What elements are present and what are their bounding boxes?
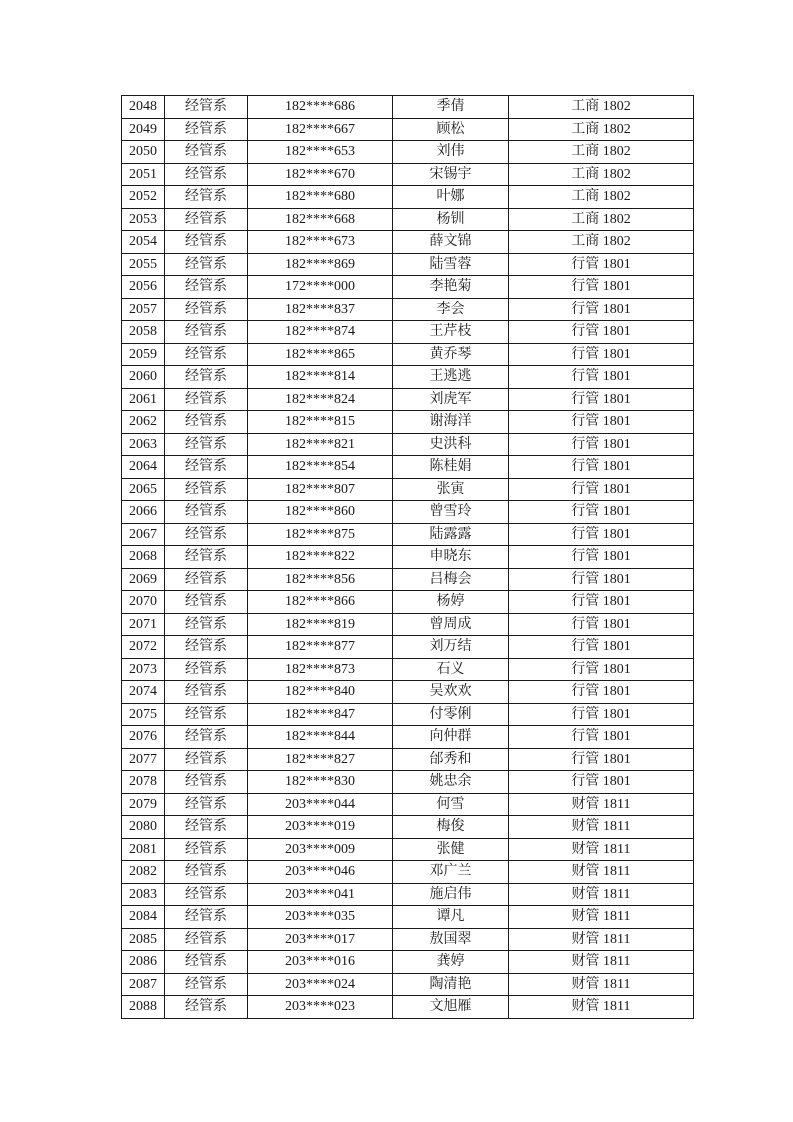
department-cell: 经管系 [165, 546, 248, 569]
student-id-cell: 182****667 [248, 118, 393, 141]
name-cell: 杨钏 [393, 208, 509, 231]
student-id-cell: 182****653 [248, 141, 393, 164]
table-row [122, 501, 694, 524]
name-cell: 敖国翠 [393, 928, 509, 951]
name-cell: 刘虎军 [393, 388, 509, 411]
table-row [122, 276, 694, 299]
table-row [122, 726, 694, 749]
row-number-cell: 2049 [122, 118, 165, 141]
name-cell: 李艳菊 [393, 276, 509, 299]
student-id-cell: 203****044 [248, 793, 393, 816]
name-cell: 顾松 [393, 118, 509, 141]
department-cell: 经管系 [165, 568, 248, 591]
department-cell: 经管系 [165, 793, 248, 816]
table-row [122, 973, 694, 996]
name-cell: 李会 [393, 298, 509, 321]
table-row [122, 658, 694, 681]
department-cell: 经管系 [165, 478, 248, 501]
class-cell: 工商 1802 [509, 231, 694, 254]
table-row [122, 411, 694, 434]
row-number-cell: 2079 [122, 793, 165, 816]
class-cell: 行管 1801 [509, 276, 694, 299]
department-cell: 经管系 [165, 591, 248, 614]
student-id-cell: 203****024 [248, 973, 393, 996]
department-cell: 经管系 [165, 366, 248, 389]
class-cell: 财管 1811 [509, 883, 694, 906]
name-cell: 曾周成 [393, 613, 509, 636]
table-row [122, 96, 694, 119]
department-cell: 经管系 [165, 163, 248, 186]
class-cell: 行管 1801 [509, 546, 694, 569]
department-cell: 经管系 [165, 861, 248, 884]
row-number-cell: 2051 [122, 163, 165, 186]
table-row [122, 636, 694, 659]
name-cell: 姚忠余 [393, 771, 509, 794]
table-row [122, 793, 694, 816]
name-cell: 宋锡宇 [393, 163, 509, 186]
class-cell: 工商 1802 [509, 141, 694, 164]
student-id-cell: 203****016 [248, 951, 393, 974]
row-number-cell: 2081 [122, 838, 165, 861]
table-row [122, 996, 694, 1019]
department-cell: 经管系 [165, 883, 248, 906]
class-cell: 财管 1811 [509, 838, 694, 861]
name-cell: 吕梅会 [393, 568, 509, 591]
row-number-cell: 2083 [122, 883, 165, 906]
row-number-cell: 2077 [122, 748, 165, 771]
department-cell: 经管系 [165, 681, 248, 704]
row-number-cell: 2075 [122, 703, 165, 726]
row-number-cell: 2087 [122, 973, 165, 996]
department-cell: 经管系 [165, 838, 248, 861]
row-number-cell: 2060 [122, 366, 165, 389]
class-cell: 工商 1802 [509, 118, 694, 141]
class-cell: 行管 1801 [509, 501, 694, 524]
class-cell: 行管 1801 [509, 456, 694, 479]
table-row [122, 388, 694, 411]
class-cell: 行管 1801 [509, 253, 694, 276]
department-cell: 经管系 [165, 186, 248, 209]
department-cell: 经管系 [165, 411, 248, 434]
name-cell: 付零俐 [393, 703, 509, 726]
department-cell: 经管系 [165, 276, 248, 299]
table-row [122, 951, 694, 974]
student-id-cell: 182****815 [248, 411, 393, 434]
department-cell: 经管系 [165, 928, 248, 951]
row-number-cell: 2073 [122, 658, 165, 681]
table-row [122, 546, 694, 569]
class-cell: 行管 1801 [509, 748, 694, 771]
department-cell: 经管系 [165, 118, 248, 141]
class-cell: 行管 1801 [509, 658, 694, 681]
department-cell: 经管系 [165, 141, 248, 164]
student-id-cell: 182****680 [248, 186, 393, 209]
class-cell: 行管 1801 [509, 681, 694, 704]
row-number-cell: 2069 [122, 568, 165, 591]
student-id-cell: 182****856 [248, 568, 393, 591]
table-row [122, 928, 694, 951]
class-cell: 行管 1801 [509, 366, 694, 389]
table-row [122, 771, 694, 794]
row-number-cell: 2054 [122, 231, 165, 254]
table-row [122, 478, 694, 501]
class-cell: 财管 1811 [509, 996, 694, 1019]
student-id-cell: 203****017 [248, 928, 393, 951]
row-number-cell: 2050 [122, 141, 165, 164]
table-row [122, 141, 694, 164]
row-number-cell: 2059 [122, 343, 165, 366]
class-cell: 行管 1801 [509, 411, 694, 434]
department-cell: 经管系 [165, 433, 248, 456]
table-row [122, 591, 694, 614]
name-cell: 张健 [393, 838, 509, 861]
department-cell: 经管系 [165, 208, 248, 231]
name-cell: 申晓东 [393, 546, 509, 569]
table-row [122, 456, 694, 479]
student-id-cell: 182****840 [248, 681, 393, 704]
row-number-cell: 2071 [122, 613, 165, 636]
name-cell: 谢海洋 [393, 411, 509, 434]
class-cell: 行管 1801 [509, 343, 694, 366]
student-id-cell: 182****844 [248, 726, 393, 749]
class-cell: 行管 1801 [509, 771, 694, 794]
student-id-cell: 182****866 [248, 591, 393, 614]
department-cell: 经管系 [165, 748, 248, 771]
class-cell: 行管 1801 [509, 726, 694, 749]
department-cell: 经管系 [165, 298, 248, 321]
row-number-cell: 2086 [122, 951, 165, 974]
student-id-cell: 182****875 [248, 523, 393, 546]
student-id-cell: 182****670 [248, 163, 393, 186]
student-id-cell: 182****869 [248, 253, 393, 276]
department-cell: 经管系 [165, 253, 248, 276]
name-cell: 王芹枝 [393, 321, 509, 344]
student-id-cell: 182****830 [248, 771, 393, 794]
row-number-cell: 2072 [122, 636, 165, 659]
student-id-cell: 203****035 [248, 906, 393, 929]
student-id-cell: 182****686 [248, 96, 393, 119]
row-number-cell: 2056 [122, 276, 165, 299]
row-number-cell: 2062 [122, 411, 165, 434]
name-cell: 文旭雁 [393, 996, 509, 1019]
class-cell: 工商 1802 [509, 186, 694, 209]
table-row [122, 613, 694, 636]
row-number-cell: 2053 [122, 208, 165, 231]
department-cell: 经管系 [165, 816, 248, 839]
table-row [122, 298, 694, 321]
student-id-cell: 182****860 [248, 501, 393, 524]
class-cell: 行管 1801 [509, 388, 694, 411]
student-id-cell: 182****822 [248, 546, 393, 569]
student-id-cell: 182****819 [248, 613, 393, 636]
department-cell: 经管系 [165, 96, 248, 119]
row-number-cell: 2080 [122, 816, 165, 839]
row-number-cell: 2078 [122, 771, 165, 794]
student-id-cell: 182****807 [248, 478, 393, 501]
name-cell: 龚婷 [393, 951, 509, 974]
department-cell: 经管系 [165, 321, 248, 344]
student-roster-table [121, 95, 694, 1019]
name-cell: 施启伟 [393, 883, 509, 906]
student-id-cell: 182****827 [248, 748, 393, 771]
class-cell: 行管 1801 [509, 613, 694, 636]
table-row [122, 906, 694, 929]
student-id-cell: 182****837 [248, 298, 393, 321]
name-cell: 邓广兰 [393, 861, 509, 884]
department-cell: 经管系 [165, 703, 248, 726]
table-row [122, 748, 694, 771]
class-cell: 行管 1801 [509, 321, 694, 344]
table-row [122, 568, 694, 591]
student-id-cell: 182****847 [248, 703, 393, 726]
name-cell: 薛文锦 [393, 231, 509, 254]
class-cell: 财管 1811 [509, 973, 694, 996]
class-cell: 财管 1811 [509, 816, 694, 839]
class-cell: 行管 1801 [509, 568, 694, 591]
class-cell: 财管 1811 [509, 928, 694, 951]
name-cell: 何雪 [393, 793, 509, 816]
class-cell: 工商 1802 [509, 208, 694, 231]
roster-body [122, 96, 694, 1019]
table-row [122, 433, 694, 456]
row-number-cell: 2084 [122, 906, 165, 929]
student-id-cell: 182****814 [248, 366, 393, 389]
name-cell: 陆露露 [393, 523, 509, 546]
row-number-cell: 2052 [122, 186, 165, 209]
table-row [122, 208, 694, 231]
table-row [122, 163, 694, 186]
name-cell: 王逃逃 [393, 366, 509, 389]
class-cell: 财管 1811 [509, 793, 694, 816]
class-cell: 行管 1801 [509, 636, 694, 659]
student-id-cell: 182****673 [248, 231, 393, 254]
student-id-cell: 203****023 [248, 996, 393, 1019]
name-cell: 邰秀和 [393, 748, 509, 771]
name-cell: 曾雪玲 [393, 501, 509, 524]
class-cell: 行管 1801 [509, 433, 694, 456]
class-cell: 行管 1801 [509, 298, 694, 321]
name-cell: 张寅 [393, 478, 509, 501]
name-cell: 梅俊 [393, 816, 509, 839]
department-cell: 经管系 [165, 771, 248, 794]
row-number-cell: 2085 [122, 928, 165, 951]
student-id-cell: 182****824 [248, 388, 393, 411]
table-row [122, 231, 694, 254]
student-id-cell: 182****873 [248, 658, 393, 681]
name-cell: 刘伟 [393, 141, 509, 164]
department-cell: 经管系 [165, 388, 248, 411]
class-cell: 行管 1801 [509, 591, 694, 614]
name-cell: 向仲群 [393, 726, 509, 749]
class-cell: 财管 1811 [509, 951, 694, 974]
student-id-cell: 172****000 [248, 276, 393, 299]
student-id-cell: 182****668 [248, 208, 393, 231]
table-row [122, 703, 694, 726]
table-row [122, 343, 694, 366]
table-row [122, 883, 694, 906]
table-row [122, 681, 694, 704]
table-row [122, 816, 694, 839]
name-cell: 陈桂娟 [393, 456, 509, 479]
name-cell: 杨婷 [393, 591, 509, 614]
class-cell: 财管 1811 [509, 906, 694, 929]
class-cell: 行管 1801 [509, 478, 694, 501]
row-number-cell: 2088 [122, 996, 165, 1019]
department-cell: 经管系 [165, 343, 248, 366]
table-row [122, 321, 694, 344]
row-number-cell: 2063 [122, 433, 165, 456]
row-number-cell: 2076 [122, 726, 165, 749]
row-number-cell: 2057 [122, 298, 165, 321]
name-cell: 刘万结 [393, 636, 509, 659]
department-cell: 经管系 [165, 613, 248, 636]
department-cell: 经管系 [165, 906, 248, 929]
class-cell: 财管 1811 [509, 861, 694, 884]
table-row [122, 253, 694, 276]
row-number-cell: 2068 [122, 546, 165, 569]
name-cell: 季倩 [393, 96, 509, 119]
name-cell: 陶清艳 [393, 973, 509, 996]
table-row [122, 861, 694, 884]
student-id-cell: 182****854 [248, 456, 393, 479]
student-id-cell: 182****877 [248, 636, 393, 659]
name-cell: 黄乔琴 [393, 343, 509, 366]
department-cell: 经管系 [165, 951, 248, 974]
department-cell: 经管系 [165, 636, 248, 659]
row-number-cell: 2058 [122, 321, 165, 344]
department-cell: 经管系 [165, 658, 248, 681]
student-id-cell: 203****009 [248, 838, 393, 861]
table-row [122, 838, 694, 861]
class-cell: 行管 1801 [509, 523, 694, 546]
student-id-cell: 182****874 [248, 321, 393, 344]
department-cell: 经管系 [165, 231, 248, 254]
row-number-cell: 2048 [122, 96, 165, 119]
department-cell: 经管系 [165, 996, 248, 1019]
name-cell: 陆雪蓉 [393, 253, 509, 276]
row-number-cell: 2066 [122, 501, 165, 524]
class-cell: 行管 1801 [509, 703, 694, 726]
student-id-cell: 203****046 [248, 861, 393, 884]
row-number-cell: 2070 [122, 591, 165, 614]
name-cell: 吴欢欢 [393, 681, 509, 704]
class-cell: 工商 1802 [509, 163, 694, 186]
student-id-cell: 203****041 [248, 883, 393, 906]
row-number-cell: 2055 [122, 253, 165, 276]
department-cell: 经管系 [165, 973, 248, 996]
department-cell: 经管系 [165, 726, 248, 749]
name-cell: 史洪科 [393, 433, 509, 456]
name-cell: 石义 [393, 658, 509, 681]
row-number-cell: 2061 [122, 388, 165, 411]
department-cell: 经管系 [165, 523, 248, 546]
department-cell: 经管系 [165, 456, 248, 479]
department-cell: 经管系 [165, 501, 248, 524]
table-row [122, 366, 694, 389]
row-number-cell: 2064 [122, 456, 165, 479]
student-id-cell: 182****865 [248, 343, 393, 366]
row-number-cell: 2074 [122, 681, 165, 704]
student-id-cell: 203****019 [248, 816, 393, 839]
row-number-cell: 2065 [122, 478, 165, 501]
row-number-cell: 2067 [122, 523, 165, 546]
table-row [122, 118, 694, 141]
table-row [122, 186, 694, 209]
class-cell: 工商 1802 [509, 96, 694, 119]
table-row [122, 523, 694, 546]
name-cell: 叶娜 [393, 186, 509, 209]
name-cell: 谭凡 [393, 906, 509, 929]
row-number-cell: 2082 [122, 861, 165, 884]
student-id-cell: 182****821 [248, 433, 393, 456]
